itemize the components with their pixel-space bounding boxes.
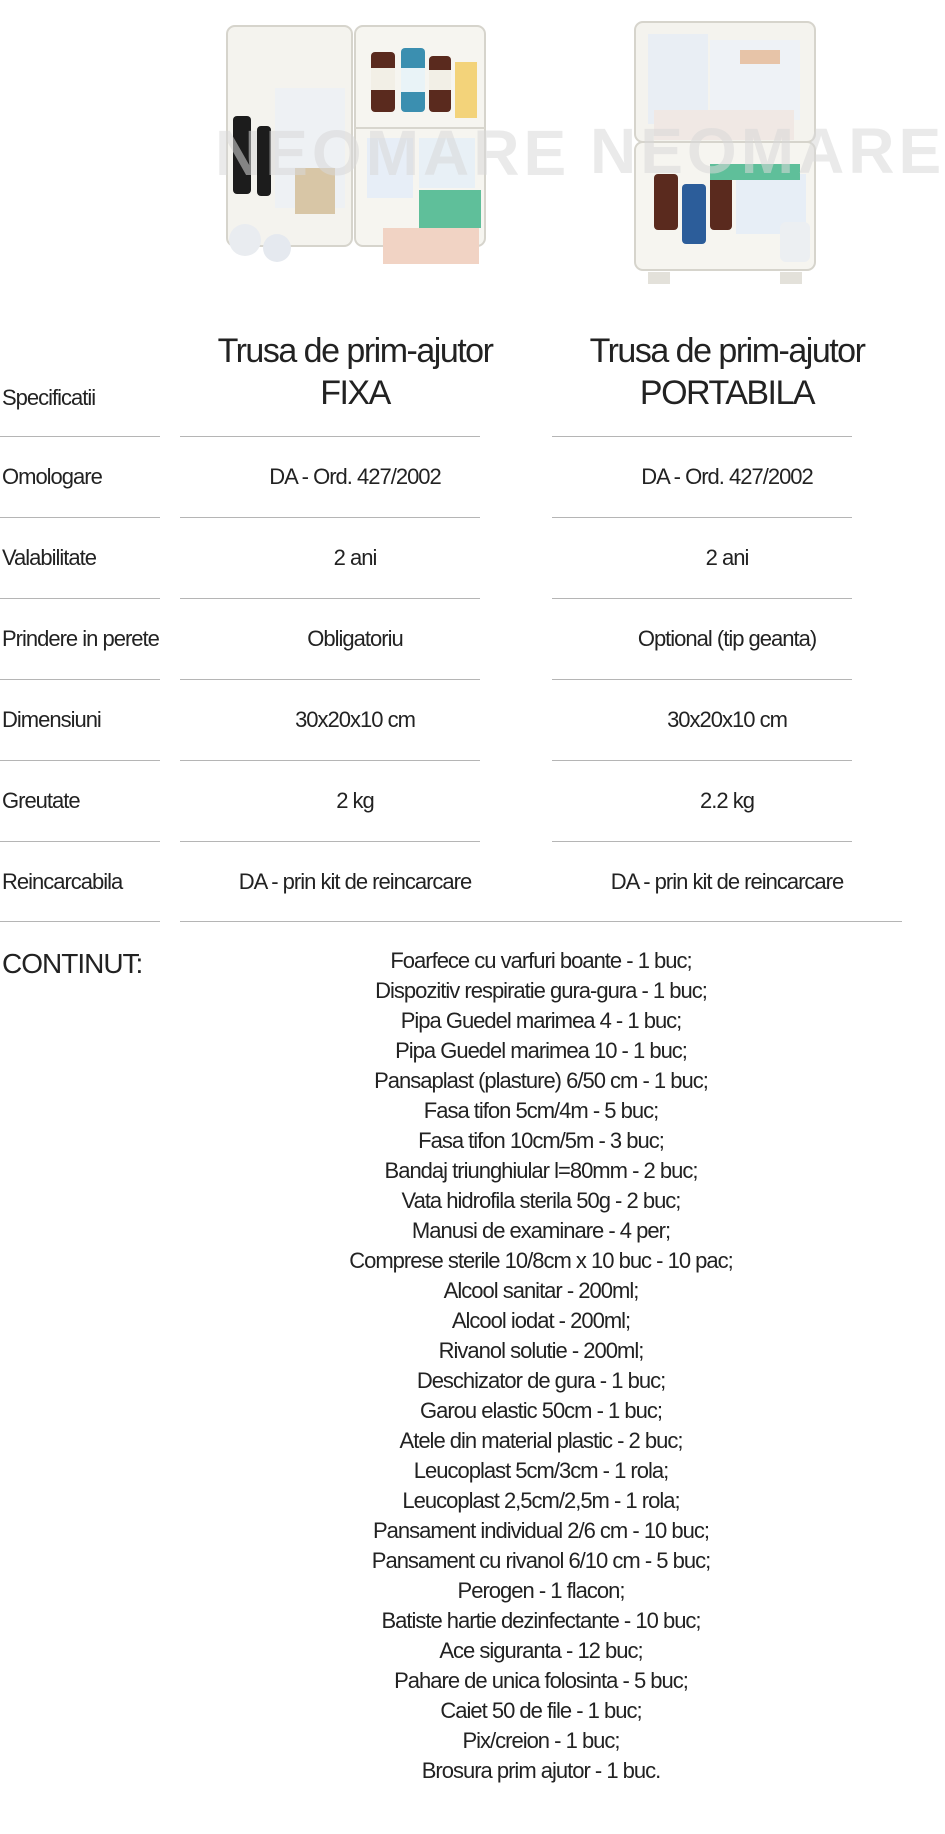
rule bbox=[180, 679, 480, 680]
list-item: Garou elastic 50cm - 1 buc; bbox=[419, 1398, 662, 1423]
list-item: Alcool sanitar - 200ml; bbox=[443, 1278, 639, 1303]
list-item: Leucoplast 2,5cm/2,5m - 1 rola; bbox=[402, 1488, 680, 1513]
list-item: Pansament individual 2/6 cm - 10 buc; bbox=[373, 1518, 709, 1543]
spec-label-prindere: Prindere in perete bbox=[2, 626, 159, 651]
list-item: Bandaj triunghiular l=80mm - 2 buc; bbox=[384, 1158, 698, 1183]
spec-value-portable: Optional (tip geanta) bbox=[637, 626, 817, 651]
rule bbox=[552, 841, 852, 842]
list-item: Leucoplast 5cm/3cm - 1 rola; bbox=[413, 1458, 669, 1483]
list-item: Pahare de unica folosinta - 5 buc; bbox=[394, 1668, 688, 1693]
spec-value-portable: 2.2 kg bbox=[700, 788, 754, 813]
rule bbox=[552, 679, 852, 680]
portable-kit-title-line1: Trusa de prim-ajutor bbox=[589, 332, 865, 370]
portable-kit-image bbox=[590, 14, 945, 286]
fixed-kit-title-line2: FIXA bbox=[320, 374, 390, 412]
list-item: Foarfece cu varfuri boante - 1 buc; bbox=[390, 948, 692, 973]
portable-kit-title bbox=[577, 330, 877, 414]
spec-label-reincarcabila: Reincarcabila bbox=[2, 869, 123, 894]
list-item: Ace siguranta - 12 buc; bbox=[439, 1638, 643, 1663]
list-item: Pansaplast (plasture) 6/50 cm - 1 buc; bbox=[374, 1068, 708, 1093]
rule bbox=[0, 841, 160, 842]
list-item: Deschizator de gura - 1 buc; bbox=[416, 1368, 666, 1393]
spec-value-fixed: 2 ani bbox=[333, 545, 377, 570]
list-item: Perogen - 1 flacon; bbox=[457, 1578, 625, 1603]
list-item: Pipa Guedel marimea 10 - 1 buc; bbox=[395, 1038, 687, 1063]
spec-label-dimensiuni: Dimensiuni bbox=[2, 707, 101, 732]
list-item: Fasa tifon 5cm/4m - 5 buc; bbox=[423, 1098, 659, 1123]
portable-kit-title-line2: PORTABILA bbox=[639, 374, 815, 412]
fixed-kit-image bbox=[215, 18, 571, 280]
list-item: Comprese sterile 10/8cm x 10 buc - 10 pac; bbox=[349, 1248, 733, 1273]
rule bbox=[0, 436, 160, 437]
fixed-kit-title bbox=[205, 330, 505, 414]
rule bbox=[552, 598, 852, 599]
spec-value-fixed: Obligatoriu bbox=[307, 626, 403, 651]
list-item: Fasa tifon 10cm/5m - 3 buc; bbox=[418, 1128, 664, 1153]
rule bbox=[0, 921, 160, 922]
watermark-2: NEOMARE bbox=[590, 115, 945, 187]
rule bbox=[180, 760, 480, 761]
rule bbox=[552, 517, 852, 518]
spec-value-portable: DA - Ord. 427/2002 bbox=[641, 464, 813, 489]
list-item: Pix/creion - 1 buc; bbox=[462, 1728, 620, 1753]
content-label: CONTINUT: bbox=[2, 948, 143, 979]
spec-header: Specificatii bbox=[2, 385, 96, 410]
list-item: Atele din material plastic - 2 buc; bbox=[399, 1428, 683, 1453]
rule bbox=[552, 436, 852, 437]
list-item: Dispozitiv respiratie gura-gura - 1 buc; bbox=[375, 978, 707, 1003]
rule bbox=[180, 598, 480, 599]
list-item: Alcool iodat - 200ml; bbox=[451, 1308, 631, 1333]
rule bbox=[180, 921, 902, 922]
list-item: Brosura prim ajutor - 1 buc. bbox=[421, 1758, 661, 1783]
spec-value-fixed: 30x20x10 cm bbox=[295, 707, 415, 732]
rule bbox=[0, 598, 160, 599]
spec-label-valabilitate: Valabilitate bbox=[2, 545, 96, 570]
spec-value-portable: 2 ani bbox=[705, 545, 749, 570]
list-item: Pipa Guedel marimea 4 - 1 buc; bbox=[400, 1008, 682, 1033]
rule bbox=[552, 760, 852, 761]
list-item: Manusi de examinare - 4 per; bbox=[411, 1218, 671, 1243]
rule bbox=[0, 517, 160, 518]
list-item: Caiet 50 de file - 1 buc; bbox=[440, 1698, 642, 1723]
list-item: Batiste hartie dezinfectante - 10 buc; bbox=[381, 1608, 701, 1633]
rule bbox=[180, 517, 480, 518]
list-item: Rivanol solutie - 200ml; bbox=[438, 1338, 644, 1363]
rule bbox=[180, 436, 480, 437]
rule bbox=[0, 760, 160, 761]
rule bbox=[180, 841, 480, 842]
list-item: Vata hidrofila sterila 50g - 2 buc; bbox=[401, 1188, 681, 1213]
spec-value-fixed: 2 kg bbox=[336, 788, 374, 813]
spec-label-omologare: Omologare bbox=[2, 464, 102, 489]
content-list bbox=[180, 946, 902, 1786]
spec-value-fixed: DA - prin kit de reincarcare bbox=[238, 869, 472, 894]
spec-value-fixed: DA - Ord. 427/2002 bbox=[269, 464, 441, 489]
watermark: NEOMARE bbox=[215, 117, 571, 189]
spec-value-portable: 30x20x10 cm bbox=[667, 707, 787, 732]
rule bbox=[0, 679, 160, 680]
fixed-kit-title-line1: Trusa de prim-ajutor bbox=[217, 332, 493, 370]
spec-value-portable: DA - prin kit de reincarcare bbox=[610, 869, 844, 894]
list-item: Pansament cu rivanol 6/10 cm - 5 buc; bbox=[371, 1548, 711, 1573]
spec-label-greutate: Greutate bbox=[2, 788, 80, 813]
